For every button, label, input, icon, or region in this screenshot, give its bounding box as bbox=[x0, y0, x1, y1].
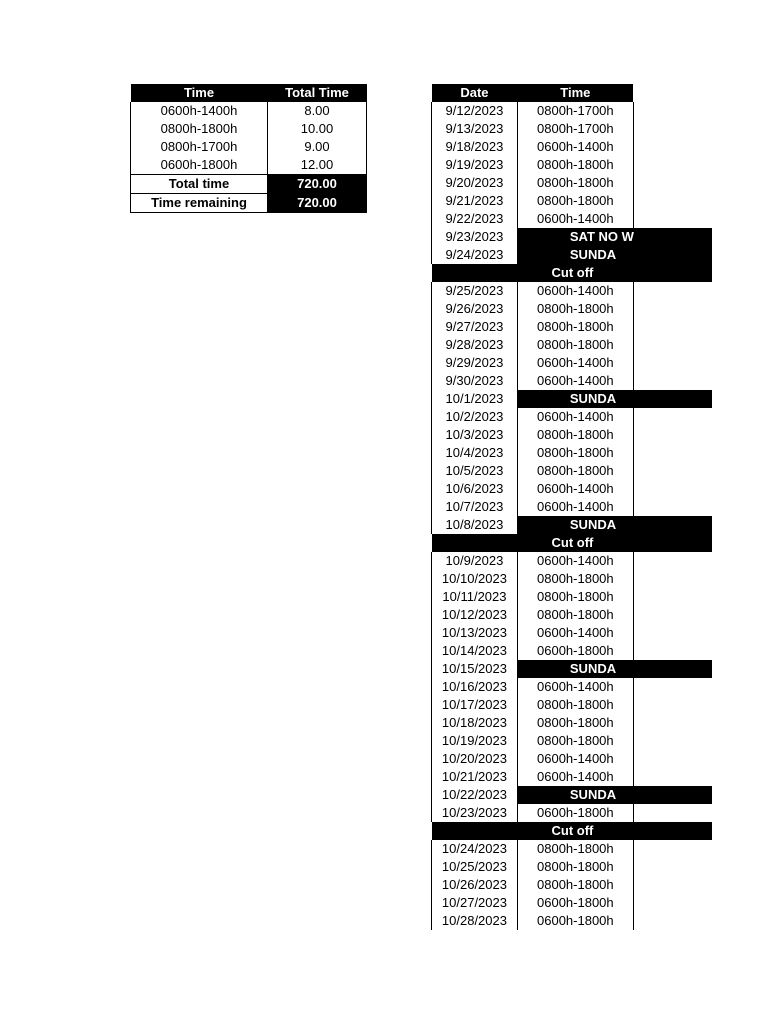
schedule-row bbox=[432, 624, 713, 642]
summary-cell-time[interactable]: 0800h-1800h bbox=[131, 120, 268, 138]
time-cell[interactable]: 0600h-1400h bbox=[517, 372, 633, 390]
no-work-row bbox=[432, 516, 713, 534]
summary-header-total-time[interactable]: Total Time bbox=[268, 84, 367, 102]
empty-cell[interactable] bbox=[633, 120, 712, 138]
time-cell[interactable]: 0800h-1700h bbox=[517, 102, 633, 120]
schedule-row bbox=[432, 372, 713, 390]
date-cell[interactable]: 10/14/2023 bbox=[432, 642, 518, 660]
schedule-row bbox=[432, 642, 713, 660]
empty-cell[interactable] bbox=[633, 354, 712, 372]
empty-cell[interactable] bbox=[633, 480, 712, 498]
cut-off-label[interactable]: Cut off bbox=[432, 534, 713, 552]
schedule-row bbox=[432, 606, 713, 624]
date-cell[interactable]: 9/18/2023 bbox=[432, 138, 518, 156]
empty-cell[interactable] bbox=[633, 912, 712, 930]
date-cell[interactable]: 9/21/2023 bbox=[432, 192, 518, 210]
empty-cell[interactable] bbox=[633, 732, 712, 750]
summary-table bbox=[130, 84, 367, 213]
date-cell[interactable]: 10/22/2023 bbox=[432, 786, 518, 804]
summary-header-time[interactable]: Time bbox=[131, 84, 268, 102]
no-work-note[interactable]: SUNDA bbox=[517, 390, 712, 408]
empty-cell[interactable] bbox=[633, 408, 712, 426]
schedule-header-date[interactable]: Date bbox=[432, 84, 518, 102]
date-cell[interactable]: 10/9/2023 bbox=[432, 552, 518, 570]
summary-row bbox=[131, 138, 367, 156]
cut-off-row bbox=[432, 534, 713, 552]
empty-cell[interactable] bbox=[633, 624, 712, 642]
time-cell[interactable]: 0800h-1800h bbox=[517, 174, 633, 192]
empty-cell[interactable] bbox=[633, 210, 712, 228]
empty-cell[interactable] bbox=[633, 300, 712, 318]
time-cell[interactable]: 0800h-1800h bbox=[517, 336, 633, 354]
date-cell[interactable]: 10/20/2023 bbox=[432, 750, 518, 768]
schedule-sheet-area bbox=[431, 84, 712, 944]
empty-cell[interactable] bbox=[633, 696, 712, 714]
empty-cell[interactable] bbox=[633, 606, 712, 624]
total-time-row bbox=[131, 175, 367, 194]
schedule-row bbox=[432, 318, 713, 336]
time-cell[interactable]: 0600h-1400h bbox=[517, 498, 633, 516]
date-cell[interactable]: 10/4/2023 bbox=[432, 444, 518, 462]
time-cell[interactable]: 0800h-1800h bbox=[517, 192, 633, 210]
empty-cell[interactable] bbox=[633, 894, 712, 912]
schedule-row bbox=[432, 750, 713, 768]
time-cell[interactable]: 0800h-1800h bbox=[517, 156, 633, 174]
date-cell[interactable]: 10/24/2023 bbox=[432, 840, 518, 858]
date-cell[interactable]: 10/12/2023 bbox=[432, 606, 518, 624]
time-cell[interactable]: 0600h-1400h bbox=[517, 408, 633, 426]
schedule-header-row bbox=[432, 84, 713, 102]
no-work-note[interactable]: SUNDA bbox=[517, 246, 712, 264]
date-cell[interactable]: 10/10/2023 bbox=[432, 570, 518, 588]
summary-cell-total[interactable]: 10.00 bbox=[268, 120, 367, 138]
time-remaining-row bbox=[131, 194, 367, 213]
no-work-row bbox=[432, 246, 713, 264]
time-cell[interactable]: 0800h-1800h bbox=[517, 444, 633, 462]
empty-cell[interactable] bbox=[633, 426, 712, 444]
date-cell[interactable]: 10/5/2023 bbox=[432, 462, 518, 480]
date-cell[interactable]: 10/2/2023 bbox=[432, 408, 518, 426]
schedule-row bbox=[432, 858, 713, 876]
schedule-row bbox=[432, 840, 713, 858]
empty-cell[interactable] bbox=[633, 156, 712, 174]
schedule-table bbox=[431, 84, 712, 930]
cut-off-row bbox=[432, 822, 713, 840]
date-cell[interactable]: 10/8/2023 bbox=[432, 516, 518, 534]
empty-cell[interactable] bbox=[633, 372, 712, 390]
schedule-row bbox=[432, 696, 713, 714]
time-cell[interactable]: 0600h-1400h bbox=[517, 138, 633, 156]
schedule-row bbox=[432, 498, 713, 516]
time-cell[interactable]: 0800h-1800h bbox=[517, 696, 633, 714]
time-cell[interactable]: 0600h-1400h bbox=[517, 354, 633, 372]
cut-off-row bbox=[432, 264, 713, 282]
schedule-row bbox=[432, 354, 713, 372]
date-cell[interactable]: 10/16/2023 bbox=[432, 678, 518, 696]
empty-cell[interactable] bbox=[633, 588, 712, 606]
date-cell[interactable]: 10/1/2023 bbox=[432, 390, 518, 408]
date-cell[interactable]: 9/12/2023 bbox=[432, 102, 518, 120]
schedule-row bbox=[432, 876, 713, 894]
schedule-row bbox=[432, 426, 713, 444]
date-cell[interactable]: 10/3/2023 bbox=[432, 426, 518, 444]
cut-off-label[interactable]: Cut off bbox=[432, 264, 713, 282]
empty-cell[interactable] bbox=[633, 498, 712, 516]
time-cell[interactable]: 0600h-1400h bbox=[517, 210, 633, 228]
time-cell[interactable]: 0600h-1400h bbox=[517, 282, 633, 300]
date-cell[interactable]: 9/25/2023 bbox=[432, 282, 518, 300]
empty-cell[interactable] bbox=[633, 444, 712, 462]
schedule-row bbox=[432, 300, 713, 318]
time-cell[interactable]: 0600h-1400h bbox=[517, 678, 633, 696]
time-cell[interactable]: 0600h-1800h bbox=[517, 804, 633, 822]
empty-cell[interactable] bbox=[633, 102, 712, 120]
schedule-row bbox=[432, 120, 713, 138]
schedule-body bbox=[432, 102, 713, 930]
time-cell[interactable]: 0600h-1400h bbox=[517, 624, 633, 642]
time-cell[interactable]: 0800h-1800h bbox=[517, 858, 633, 876]
schedule-row bbox=[432, 462, 713, 480]
summary-cell-total[interactable]: 12.00 bbox=[268, 156, 367, 175]
schedule-row bbox=[432, 768, 713, 786]
no-work-note[interactable]: SAT NO W bbox=[517, 228, 712, 246]
time-cell[interactable]: 0600h-1400h bbox=[517, 480, 633, 498]
empty-cell[interactable] bbox=[633, 858, 712, 876]
summary-cell-total[interactable]: 8.00 bbox=[268, 102, 367, 120]
time-cell[interactable]: 0800h-1800h bbox=[517, 606, 633, 624]
date-cell[interactable]: 10/19/2023 bbox=[432, 732, 518, 750]
time-cell[interactable]: 0800h-1800h bbox=[517, 570, 633, 588]
schedule-row bbox=[432, 588, 713, 606]
time-cell[interactable]: 0800h-1800h bbox=[517, 840, 633, 858]
empty-cell[interactable] bbox=[633, 804, 712, 822]
date-cell[interactable]: 10/17/2023 bbox=[432, 696, 518, 714]
time-cell[interactable]: 0600h-1400h bbox=[517, 750, 633, 768]
schedule-row bbox=[432, 156, 713, 174]
schedule-row bbox=[432, 714, 713, 732]
schedule-row bbox=[432, 210, 713, 228]
summary-cell-total[interactable]: 9.00 bbox=[268, 138, 367, 156]
schedule-row bbox=[432, 138, 713, 156]
schedule-row bbox=[432, 804, 713, 822]
schedule-row bbox=[432, 192, 713, 210]
summary-cell-time[interactable]: 0600h-1400h bbox=[131, 102, 268, 120]
date-cell[interactable]: 10/28/2023 bbox=[432, 912, 518, 930]
date-cell[interactable]: 9/20/2023 bbox=[432, 174, 518, 192]
time-cell[interactable]: 0600h-1800h bbox=[517, 642, 633, 660]
schedule-row bbox=[432, 570, 713, 588]
schedule-row bbox=[432, 408, 713, 426]
no-work-note[interactable]: SUNDA bbox=[517, 516, 712, 534]
schedule-row bbox=[432, 894, 713, 912]
empty-cell[interactable] bbox=[633, 750, 712, 768]
date-cell[interactable]: 9/30/2023 bbox=[432, 372, 518, 390]
no-work-row bbox=[432, 786, 713, 804]
date-cell[interactable]: 9/28/2023 bbox=[432, 336, 518, 354]
empty-cell[interactable] bbox=[633, 282, 712, 300]
time-cell[interactable]: 0600h-1400h bbox=[517, 552, 633, 570]
no-work-note[interactable]: SUNDA bbox=[517, 786, 712, 804]
time-cell[interactable]: 0800h-1700h bbox=[517, 120, 633, 138]
date-cell[interactable]: 9/13/2023 bbox=[432, 120, 518, 138]
empty-cell[interactable] bbox=[633, 840, 712, 858]
date-cell[interactable]: 9/29/2023 bbox=[432, 354, 518, 372]
date-cell[interactable]: 10/21/2023 bbox=[432, 768, 518, 786]
summary-cell-time[interactable]: 0600h-1800h bbox=[131, 156, 268, 175]
empty-cell[interactable] bbox=[633, 768, 712, 786]
schedule-row bbox=[432, 912, 713, 930]
cut-off-label[interactable]: Cut off bbox=[432, 822, 713, 840]
time-cell[interactable]: 0800h-1800h bbox=[517, 732, 633, 750]
schedule-row bbox=[432, 732, 713, 750]
empty-cell[interactable] bbox=[633, 462, 712, 480]
date-cell[interactable]: 10/7/2023 bbox=[432, 498, 518, 516]
time-cell[interactable]: 0800h-1800h bbox=[517, 876, 633, 894]
date-cell[interactable]: 10/18/2023 bbox=[432, 714, 518, 732]
date-cell[interactable]: 10/27/2023 bbox=[432, 894, 518, 912]
schedule-row bbox=[432, 336, 713, 354]
schedule-row bbox=[432, 102, 713, 120]
schedule-row bbox=[432, 678, 713, 696]
time-cell[interactable]: 0800h-1800h bbox=[517, 426, 633, 444]
no-work-row bbox=[432, 660, 713, 678]
empty-cell[interactable] bbox=[633, 876, 712, 894]
date-cell[interactable]: 10/15/2023 bbox=[432, 660, 518, 678]
schedule-row bbox=[432, 174, 713, 192]
date-cell[interactable]: 10/13/2023 bbox=[432, 624, 518, 642]
time-cell[interactable]: 0600h-1800h bbox=[517, 894, 633, 912]
empty-cell[interactable] bbox=[633, 336, 712, 354]
no-work-row bbox=[432, 390, 713, 408]
schedule-row bbox=[432, 480, 713, 498]
time-cell[interactable]: 0800h-1800h bbox=[517, 318, 633, 336]
date-cell[interactable]: 9/27/2023 bbox=[432, 318, 518, 336]
time-remaining-label[interactable]: Time remaining bbox=[131, 194, 268, 213]
schedule-row bbox=[432, 282, 713, 300]
no-work-row bbox=[432, 228, 713, 246]
date-cell[interactable]: 9/23/2023 bbox=[432, 228, 518, 246]
empty-cell[interactable] bbox=[633, 570, 712, 588]
summary-row bbox=[131, 102, 367, 120]
date-cell[interactable]: 10/23/2023 bbox=[432, 804, 518, 822]
summary-row bbox=[131, 156, 367, 175]
empty-cell[interactable] bbox=[633, 642, 712, 660]
date-cell[interactable]: 9/26/2023 bbox=[432, 300, 518, 318]
empty-cell[interactable] bbox=[633, 318, 712, 336]
total-time-value[interactable]: 720.00 bbox=[268, 175, 367, 194]
time-cell[interactable]: 0800h-1800h bbox=[517, 300, 633, 318]
empty-cell[interactable] bbox=[633, 552, 712, 570]
schedule-header-time[interactable]: Time bbox=[517, 84, 633, 102]
date-cell[interactable]: 10/25/2023 bbox=[432, 858, 518, 876]
time-cell[interactable]: 0600h-1400h bbox=[517, 768, 633, 786]
no-work-note[interactable]: SUNDA bbox=[517, 660, 712, 678]
summary-row bbox=[131, 120, 367, 138]
date-cell[interactable]: 10/26/2023 bbox=[432, 876, 518, 894]
time-cell[interactable]: 0800h-1800h bbox=[517, 462, 633, 480]
empty-cell[interactable] bbox=[633, 714, 712, 732]
date-cell[interactable]: 9/22/2023 bbox=[432, 210, 518, 228]
empty-cell[interactable] bbox=[633, 138, 712, 156]
time-cell[interactable]: 0800h-1800h bbox=[517, 714, 633, 732]
schedule-row bbox=[432, 552, 713, 570]
empty-cell[interactable] bbox=[633, 192, 712, 210]
summary-cell-time[interactable]: 0800h-1700h bbox=[131, 138, 268, 156]
empty-cell[interactable] bbox=[633, 174, 712, 192]
time-cell[interactable]: 0600h-1800h bbox=[517, 912, 633, 930]
date-cell[interactable]: 9/24/2023 bbox=[432, 246, 518, 264]
schedule-row bbox=[432, 444, 713, 462]
empty-cell[interactable] bbox=[633, 678, 712, 696]
date-cell[interactable]: 10/11/2023 bbox=[432, 588, 518, 606]
time-remaining-value[interactable]: 720.00 bbox=[268, 194, 367, 213]
total-time-label[interactable]: Total time bbox=[131, 175, 268, 194]
date-cell[interactable]: 9/19/2023 bbox=[432, 156, 518, 174]
time-cell[interactable]: 0800h-1800h bbox=[517, 588, 633, 606]
empty-cell[interactable] bbox=[633, 84, 712, 102]
date-cell[interactable]: 10/6/2023 bbox=[432, 480, 518, 498]
summary-header-row bbox=[131, 84, 367, 102]
